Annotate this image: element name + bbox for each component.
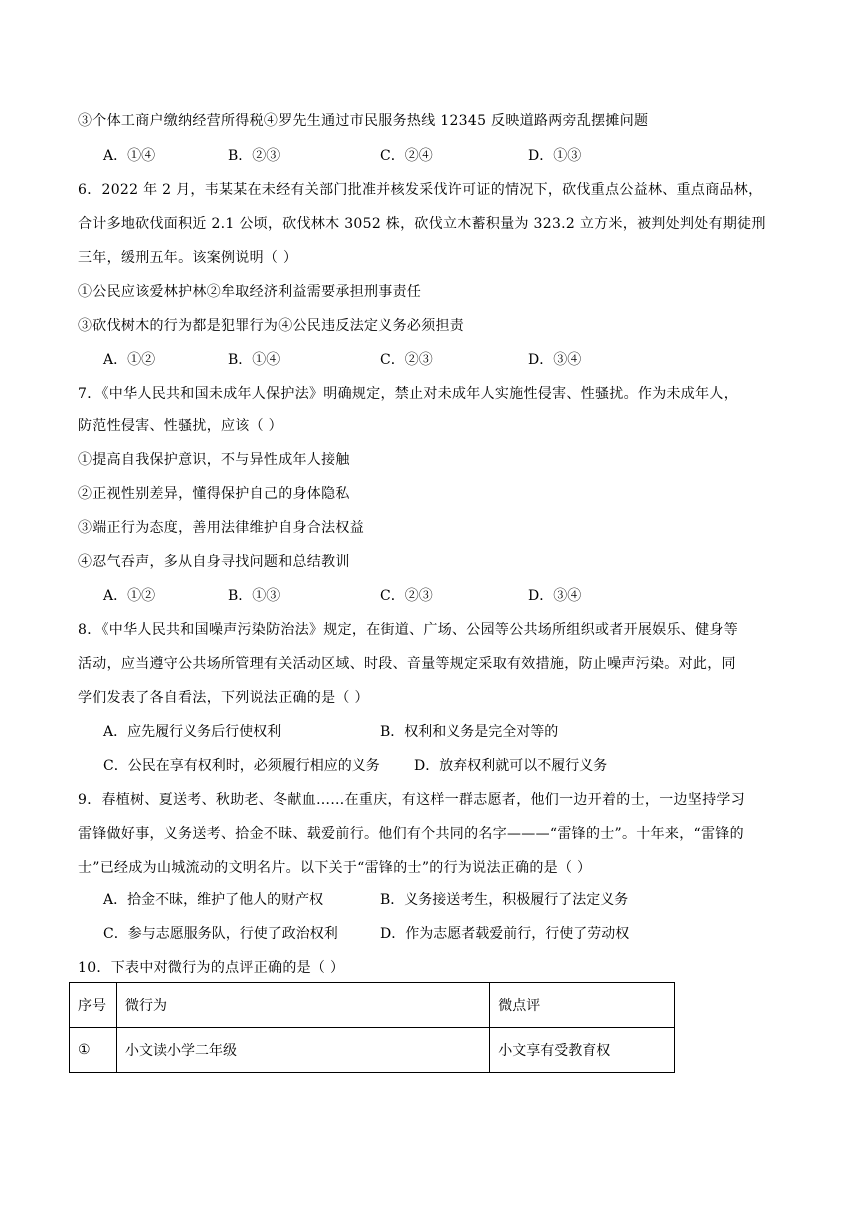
q8-stem-line-3: 学们发表了各自看法，下列说法正确的是（ ） — [78, 690, 369, 706]
q7-option-d[interactable]: D．③④ — [528, 588, 582, 604]
q7-statement-4: ④忍气吞声，多从自身寻找问题和总结教训 — [78, 554, 350, 570]
q9-stem-line-2: 雷锋做好事，义务送考、拾金不昧、载爱前行。他们有个共同的名字———“雷锋的士”。十年来，“雷锋的 — [78, 826, 744, 842]
q7-option-c[interactable]: C．②③ — [380, 588, 433, 604]
q6-option-a[interactable]: A．①② — [103, 352, 156, 368]
q5-statement-line: ③个体工商户缴纳经营所得税④罗先生通过市民服务热线 12345 反映道路两旁乱摆摊问题 — [78, 113, 649, 129]
q5-option-c[interactable]: C．②④ — [380, 148, 433, 164]
q8-stem-line-2: 活动，应当遵守公共场所管理有关活动区域、时段、音量等规定采取有效措施，防止噪声污染。对此，同 — [78, 656, 736, 672]
q8-option-d[interactable]: D．放弃权利就可以不履行义务 — [414, 758, 608, 774]
q8-option-c[interactable]: C．公民在享有权利时，必须履行相应的义务 — [103, 758, 380, 774]
q7-stem-line-2: 防范性侵害、性骚扰，应该（ ） — [78, 418, 283, 434]
q6-statement-1: ①公民应该爱林护林②牟取经济利益需要承担刑事责任 — [78, 284, 422, 300]
table-cell: 小文读小学二年级 — [116, 1028, 489, 1073]
table-cell: 小文享有受教育权 — [490, 1028, 675, 1073]
table-row — [70, 1028, 675, 1073]
q7-statement-3: ③端正行为态度，善用法律维护自身合法权益 — [78, 520, 364, 536]
q6-option-d[interactable]: D．③④ — [528, 352, 582, 368]
q6-statement-2: ③砍伐树木的行为都是犯罪行为④公民违反法定义务必须担责 — [78, 318, 465, 334]
q10-stem: 10．下表中对微行为的点评正确的是（ ） — [78, 960, 345, 976]
q6-stem-line-2: 合计多地砍伐面积近 2.1 公顷，砍伐林木 3052 株，砍伐立木蓄积量为 323.2 立方米，被判处判处有期徒刑 — [78, 216, 766, 232]
q5-option-d[interactable]: D．①③ — [528, 148, 582, 164]
table-header-cell: 微点评 — [490, 983, 675, 1028]
q9-stem-line-3: 士”已经成为山城流动的文明名片。以下关于“雷锋的士”的行为说法正确的是（ ） — [78, 860, 592, 876]
q7-option-b[interactable]: B．①③ — [228, 588, 281, 604]
q9-option-c[interactable]: C．参与志愿服务队，行使了政治权利 — [103, 926, 338, 942]
q8-stem-line-1: 8．《中华人民共和国噪声污染防治法》规定，在街道、广场、公园等公共场所组织或者开展娱乐、健身等 — [78, 622, 739, 638]
q7-statement-1: ①提高自我保护意识，不与异性成年人接触 — [78, 452, 350, 468]
q9-stem-line-1: 9．春植树、夏送考、秋助老、冬献血……在重庆，有这样一群志愿者，他们一边开着的士，一边坚持学习 — [78, 792, 746, 808]
table-header-row — [70, 983, 675, 1028]
table-cell: ① — [70, 1028, 117, 1073]
q5-option-a[interactable]: A．①④ — [103, 148, 156, 164]
q9-option-d[interactable]: D．作为志愿者载爱前行，行使了劳动权 — [380, 926, 630, 942]
q6-stem-line-3: 三年，缓刑五年。该案例说明（ ） — [78, 250, 298, 266]
q6-stem-line-1: 6．2022 年 2 月，韦某某在未经有关部门批准并核发采伐许可证的情况下，砍伐重点公益林、重点商品林， — [78, 182, 763, 198]
q7-statement-2: ②正视性别差异，懂得保护自己的身体隐私 — [78, 486, 350, 502]
q8-option-a[interactable]: A．应先履行义务后行使权利 — [103, 724, 282, 740]
q6-option-b[interactable]: B．①④ — [228, 352, 281, 368]
q7-stem-line-1: 7．《中华人民共和国未成年人保护法》明确规定，禁止对未成年人实施性侵害、性骚扰。作为未成年人， — [78, 386, 739, 402]
table-header-cell: 序号 — [70, 983, 117, 1028]
q6-option-c[interactable]: C．②③ — [380, 352, 433, 368]
q8-option-b[interactable]: B．权利和义务是完全对等的 — [380, 724, 559, 740]
q9-option-b[interactable]: B．义务接送考生，积极履行了法定义务 — [380, 892, 629, 908]
q7-option-a[interactable]: A．①② — [103, 588, 156, 604]
micro-behavior-table — [69, 982, 675, 1073]
q9-option-a[interactable]: A．拾金不昧，维护了他人的财产权 — [103, 892, 324, 908]
table-header-cell: 微行为 — [116, 983, 489, 1028]
q5-option-b[interactable]: B．②③ — [228, 148, 281, 164]
